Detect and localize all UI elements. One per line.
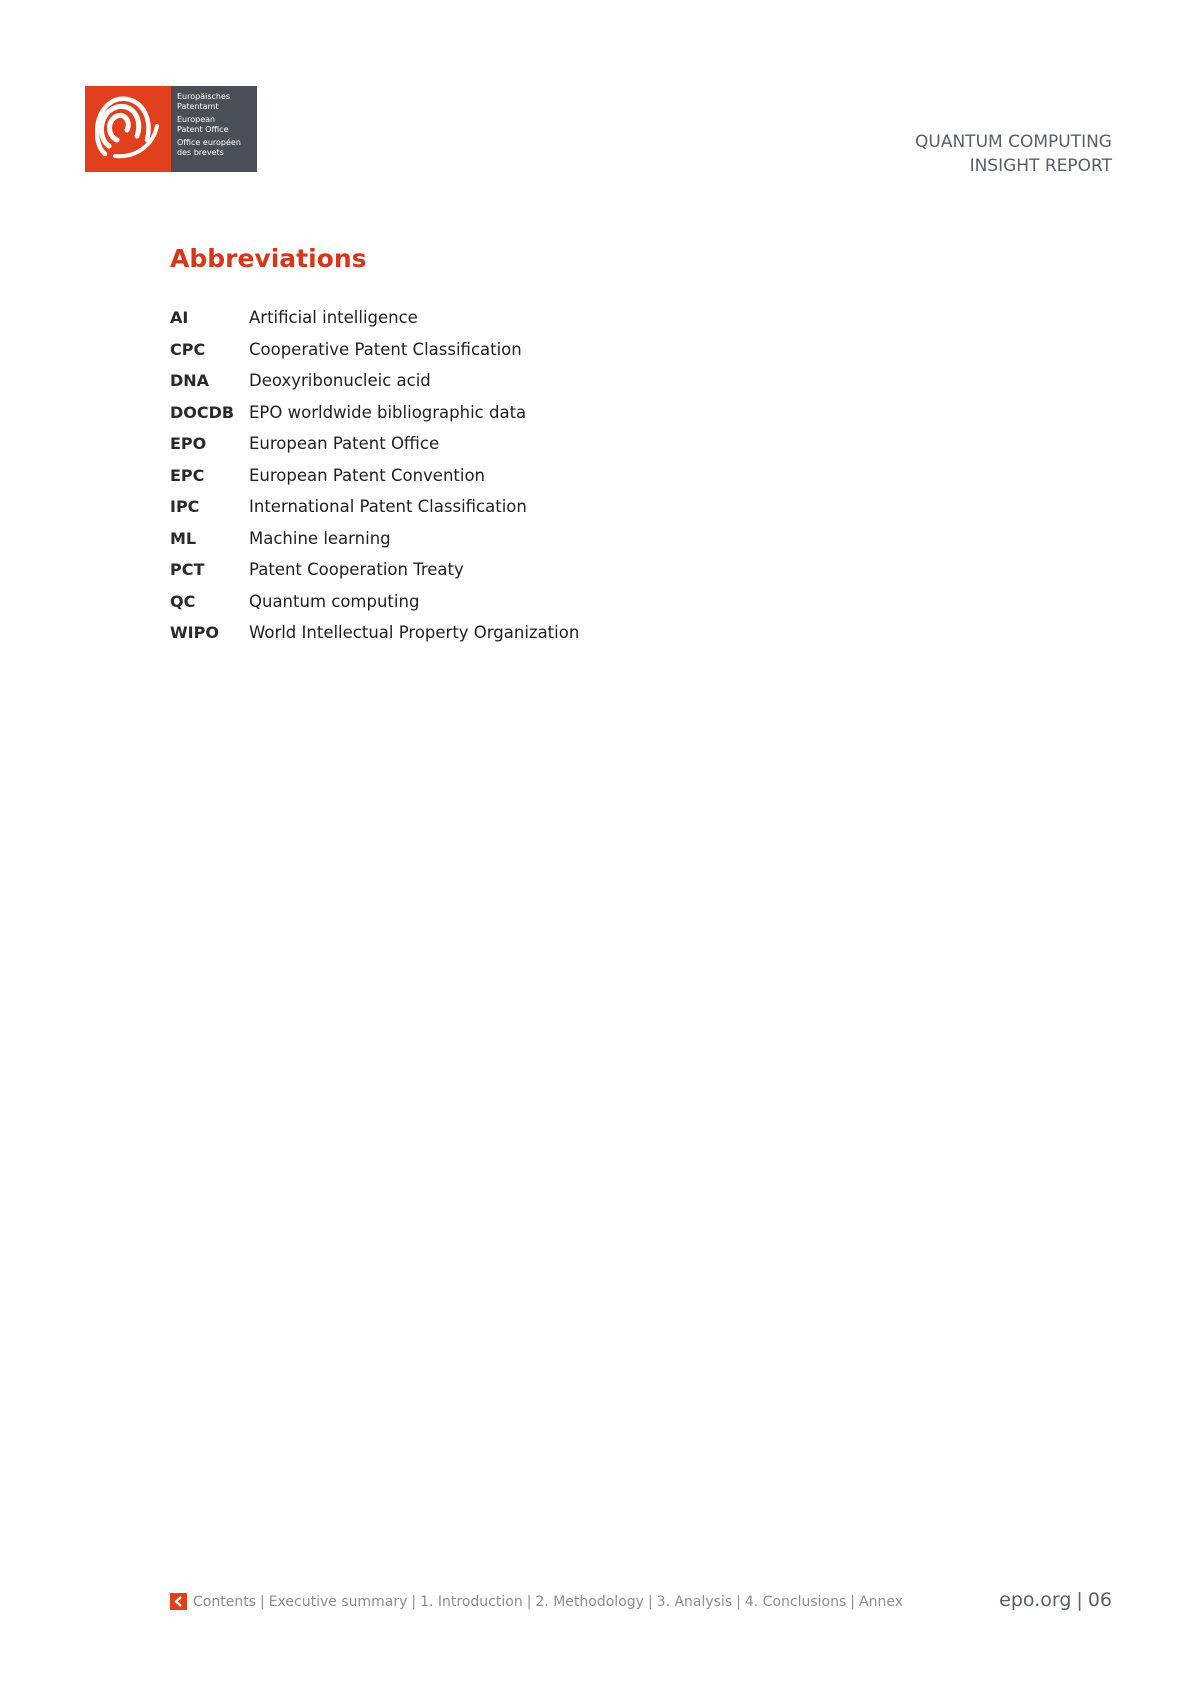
abbreviation-row	[170, 586, 579, 618]
abbreviation-term: WIPO	[170, 623, 219, 643]
abbreviation-term: PCT	[170, 560, 205, 580]
page-heading: Abbreviations	[170, 244, 367, 273]
abbreviation-term: AI	[170, 308, 189, 328]
nav-link-introduction[interactable]: 1. Introduction	[420, 1593, 523, 1610]
logo-line: European	[177, 115, 216, 124]
abbreviation-definition: Quantum computing	[249, 591, 420, 611]
logo-line: Patent Office	[177, 125, 229, 134]
logo-line: des brevets	[177, 148, 224, 157]
abbreviation-definition: Patent Cooperation Treaty	[249, 560, 464, 580]
abbreviation-term: CPC	[170, 339, 206, 359]
chevron-left-icon	[174, 1596, 183, 1607]
epo-logo	[85, 86, 257, 172]
nav-separator: |	[411, 1593, 417, 1610]
abbreviation-definition: International Patent Classification	[249, 497, 527, 517]
report-title	[915, 130, 1112, 178]
abbreviation-definition: EPO worldwide bibliographic data	[249, 402, 527, 422]
footer-navigation	[170, 1593, 903, 1610]
page-number: 06	[1087, 1589, 1112, 1611]
abbreviation-row	[170, 460, 579, 492]
nav-separator: |	[647, 1593, 653, 1610]
site-link[interactable]: epo.org	[999, 1589, 1072, 1611]
abbreviation-term: DNA	[170, 371, 210, 391]
report-title-line-1: QUANTUM COMPUTING	[915, 132, 1112, 152]
nav-link-conclusions[interactable]: 4. Conclusions	[744, 1593, 847, 1610]
abbreviation-row	[170, 554, 579, 586]
epo-logo-mark-icon	[85, 86, 171, 172]
abbreviation-definition: Machine learning	[249, 528, 391, 548]
footer-separator: |	[1076, 1589, 1083, 1611]
logo-line: Patentamt	[177, 102, 219, 111]
epo-logo-wordmark	[171, 86, 257, 172]
abbreviation-definition: European Patent Convention	[249, 465, 486, 485]
nav-separator: |	[736, 1593, 741, 1610]
nav-link-annex[interactable]: Annex	[859, 1593, 903, 1610]
abbreviation-row	[170, 428, 579, 460]
nav-separator: |	[526, 1593, 532, 1610]
page-footer-right	[999, 1589, 1112, 1611]
abbreviation-term: ML	[170, 528, 197, 548]
abbreviation-row	[170, 617, 579, 649]
nav-link-contents[interactable]: Contents	[193, 1593, 256, 1610]
abbreviation-term: EPC	[170, 465, 205, 485]
abbreviation-row	[170, 302, 579, 334]
abbreviation-definition: Artificial intelligence	[249, 308, 418, 328]
abbreviation-row	[170, 523, 579, 555]
logo-line: Office européen	[177, 138, 241, 147]
logo-line: Europäisches	[177, 92, 231, 101]
abbreviation-row	[170, 491, 579, 523]
nav-separator: |	[850, 1593, 855, 1610]
abbreviation-term: DOCDB	[170, 402, 235, 422]
nav-separator: |	[259, 1593, 265, 1610]
back-button[interactable]	[170, 1593, 187, 1610]
abbreviation-definition: Deoxyribonucleic acid	[249, 371, 431, 391]
abbreviation-definition: Cooperative Patent Classification	[249, 339, 522, 359]
abbreviation-list	[170, 302, 579, 649]
abbreviation-row	[170, 334, 579, 366]
nav-link-methodology[interactable]: 2. Methodology	[535, 1593, 644, 1610]
abbreviation-term: IPC	[170, 497, 200, 517]
abbreviation-row	[170, 365, 579, 397]
abbreviation-row	[170, 397, 579, 429]
abbreviation-definition: World Intellectual Property Organization	[249, 623, 580, 643]
nav-link-executive-summary[interactable]: Executive summary	[268, 1593, 408, 1610]
nav-link-analysis[interactable]: 3. Analysis	[656, 1593, 733, 1610]
report-title-line-2: INSIGHT REPORT	[969, 156, 1112, 176]
abbreviation-term: EPO	[170, 434, 207, 454]
abbreviation-definition: European Patent Office	[249, 434, 440, 454]
abbreviation-term: QC	[170, 591, 196, 611]
